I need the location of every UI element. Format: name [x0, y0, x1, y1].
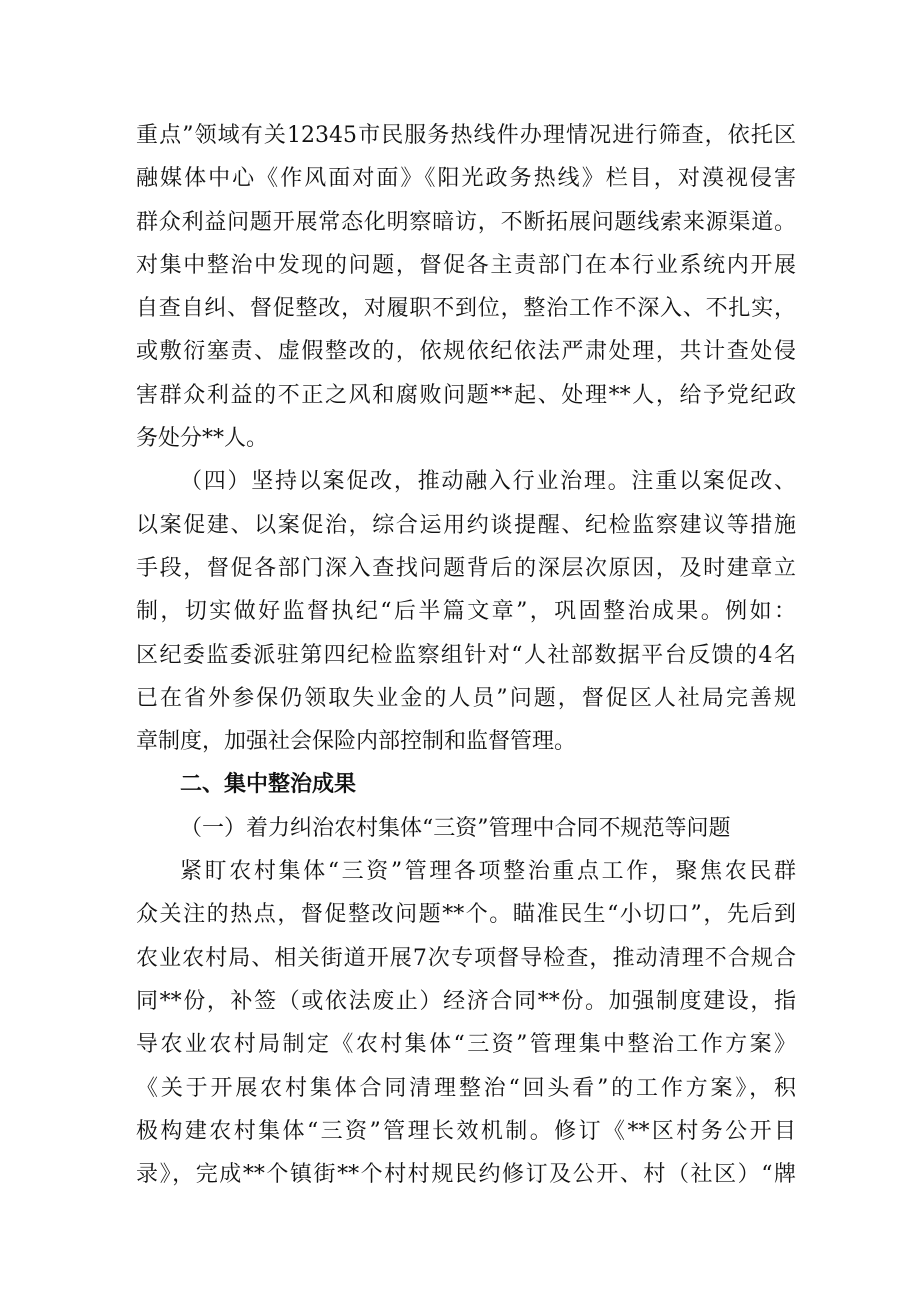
text-line: 重点”领域有关12345市民服务热线件办理情况进行筛查，依托区	[136, 123, 796, 148]
text-line: 录》，完成**个镇街**个村村规民约修订及公开、村（社区）“牌	[136, 1162, 796, 1188]
section-heading: 二、集中整治成果	[180, 772, 357, 798]
text-line: 手段，督促各部门深入查找问题背后的深层次原因，及时建章立	[136, 555, 796, 581]
text-line: 或敷衍塞责、虚假整改的，依规依纪依法严肃处理，共计查处侵	[136, 339, 796, 365]
text-line: 《关于开展农村集体合同清理整治“回头看”的工作方案》，积	[136, 1075, 796, 1101]
text-line: 同**份，补签（或依法废止）经济合同**份。加强制度建设，指	[136, 988, 796, 1014]
body-text	[136, 114, 796, 1196]
text-line: 对集中整治中发现的问题，督促各主责部门在本行业系统内开展	[136, 252, 796, 278]
text-line: （四）坚持以案促改，推动融入行业治理。注重以案促改、	[180, 469, 796, 495]
text-line: 紧盯农村集体“三资”管理各项整治重点工作，聚焦农民群	[180, 859, 796, 885]
text-line: 章制度，加强社会保险内部控制和监督管理。	[136, 729, 577, 755]
text-line: 自查自纠、督促整改，对履职不到位，整治工作不深入、不扎实，	[136, 296, 796, 322]
text-line: 制，切实做好监督执纪“后半篇文章”，巩固整治成果。例如：	[136, 599, 796, 625]
text-line: 融媒体中心《作风面对面》《阳光政务热线》栏目，对漠视侵害	[136, 166, 796, 192]
text-line: （一）着力纠治农村集体“三资”管理中合同不规范等问题	[180, 815, 731, 841]
text-line: 区纪委监委派驻第四纪检监察组针对“人社部数据平台反馈的4名	[136, 642, 796, 668]
text-line: 导农业农村局制定《农村集体“三资”管理集中整治工作方案》	[136, 1032, 796, 1058]
text-line: 务处分**人。	[136, 426, 269, 452]
text-line: 害群众利益的不正之风和腐败问题**起、处理**人，给予党纪政	[136, 382, 796, 408]
text-line: 极构建农村集体“三资”管理长效机制。修订《**区村务公开目	[136, 1118, 796, 1144]
text-line: 众关注的热点，督促整改问题**个。瞄准民生“小切口”，先后到	[136, 902, 796, 928]
text-line: 群众利益问题开展常态化明察暗访，不断拓展问题线索来源渠道。	[136, 209, 796, 235]
text-line: 已在省外参保仍领取失业金的人员”问题，督促区人社局完善规	[136, 685, 796, 711]
text-line: 农业农村局、相关街道开展7次专项督导检查，推动清理不合规合	[136, 945, 796, 971]
text-line: 以案促建、以案促治，综合运用约谈提醒、纪检监察建议等措施	[136, 512, 796, 538]
